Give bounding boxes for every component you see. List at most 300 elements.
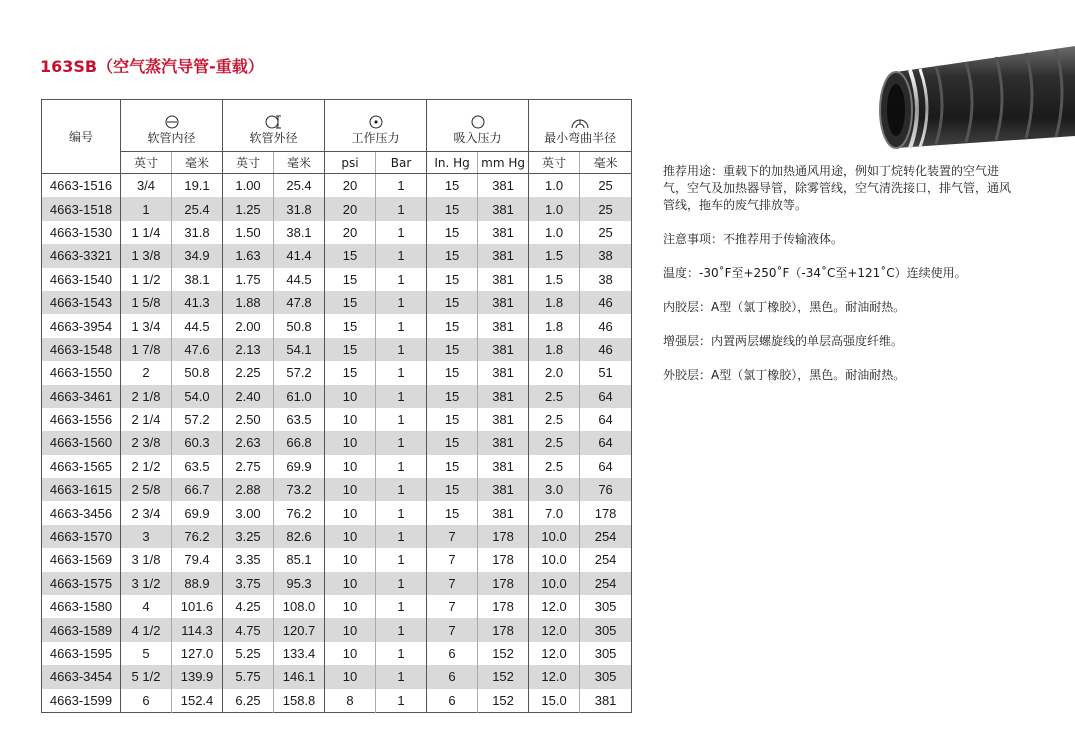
table-cell: 15 — [427, 197, 478, 220]
table-cell: 25 — [580, 197, 632, 220]
table-cell: 101.6 — [172, 595, 223, 618]
table-cell: 50.8 — [274, 314, 325, 337]
table-cell: 41.3 — [172, 291, 223, 314]
unit-header: 英寸 — [223, 152, 274, 174]
table-cell: 15 — [427, 221, 478, 244]
table-cell: 2.5 — [529, 431, 580, 454]
table-cell: 1.00 — [223, 174, 274, 198]
table-cell: 1 — [376, 501, 427, 524]
table-cell: 3.75 — [223, 572, 274, 595]
table-cell: 69.9 — [172, 501, 223, 524]
table-cell: 2 1/2 — [121, 455, 172, 478]
table-cell: 4 — [121, 595, 172, 618]
table-cell: 6 — [121, 689, 172, 713]
unit-header: 毫米 — [274, 152, 325, 174]
inner-layer-text: 内胶层：A型（氯丁橡胶），黑色。耐油耐热。 — [663, 300, 906, 314]
outer-diameter-icon — [223, 113, 324, 130]
table-cell: 10 — [325, 618, 376, 641]
table-cell: 1 — [376, 314, 427, 337]
table-cell: 10 — [325, 642, 376, 665]
table-cell: 51 — [580, 361, 632, 384]
table-row — [42, 361, 632, 384]
table-cell: 381 — [478, 478, 529, 501]
table-cell: 15 — [427, 268, 478, 291]
table-cell: 305 — [580, 642, 632, 665]
table-cell: 54.1 — [274, 338, 325, 361]
table-cell: 25 — [580, 174, 632, 198]
table-cell: 1.8 — [529, 291, 580, 314]
table-cell: 50.8 — [172, 361, 223, 384]
table-cell: 69.9 — [274, 455, 325, 478]
table-cell: 41.4 — [274, 244, 325, 267]
table-cell: 10 — [325, 385, 376, 408]
working-pressure-label: 工作压力 — [351, 131, 400, 145]
table-row — [42, 595, 632, 618]
outer-diameter-label: 软管外径 — [249, 131, 298, 145]
table-cell: 2 1/4 — [121, 408, 172, 431]
outer-diameter-header — [223, 100, 325, 152]
unit-header: mm Hg — [478, 152, 529, 174]
table-cell: 2.00 — [223, 314, 274, 337]
unit-header: 英寸 — [121, 152, 172, 174]
unit-header: Bar — [376, 152, 427, 174]
table-cell: 1 1/2 — [121, 268, 172, 291]
table-cell: 305 — [580, 595, 632, 618]
unit-header: psi — [325, 152, 376, 174]
table-cell: 10.0 — [529, 572, 580, 595]
table-cell: 10 — [325, 455, 376, 478]
table-cell: 8 — [325, 689, 376, 713]
table-cell: 64 — [580, 385, 632, 408]
table-cell: 46 — [580, 314, 632, 337]
table-cell: 1 — [376, 268, 427, 291]
table-cell: 381 — [478, 174, 529, 198]
part-number-cell: 4663-1615 — [42, 478, 121, 501]
table-cell: 1.0 — [529, 197, 580, 220]
table-cell: 15 — [427, 385, 478, 408]
table-row — [42, 689, 632, 713]
table-cell: 2 — [121, 361, 172, 384]
table-cell: 31.8 — [274, 197, 325, 220]
table-cell: 381 — [478, 314, 529, 337]
table-cell: 1 — [121, 197, 172, 220]
table-cell: 3 — [121, 525, 172, 548]
part-number-cell: 4663-1599 — [42, 689, 121, 713]
table-cell: 15 — [325, 244, 376, 267]
table-cell: 10 — [325, 595, 376, 618]
unit-header: 英寸 — [529, 152, 580, 174]
part-number-cell: 4663-1570 — [42, 525, 121, 548]
table-row — [42, 268, 632, 291]
table-cell: 1 — [376, 431, 427, 454]
table-cell: 133.4 — [274, 642, 325, 665]
part-number-cell: 4663-1589 — [42, 618, 121, 641]
table-cell: 5.75 — [223, 665, 274, 688]
table-cell: 305 — [580, 618, 632, 641]
table-row — [42, 385, 632, 408]
table-cell: 3/4 — [121, 174, 172, 198]
table-cell: 152 — [478, 665, 529, 688]
temperature-text: 温度：-30˚F至+250˚F（-34˚C至+121˚C）连续使用。 — [663, 266, 967, 280]
table-cell: 381 — [478, 268, 529, 291]
table-cell: 3.25 — [223, 525, 274, 548]
table-cell: 5.25 — [223, 642, 274, 665]
table-cell: 2.75 — [223, 455, 274, 478]
table-cell: 381 — [478, 431, 529, 454]
table-cell: 1 — [376, 665, 427, 688]
table-cell: 1 — [376, 689, 427, 713]
table-cell: 76.2 — [274, 501, 325, 524]
table-cell: 1 — [376, 361, 427, 384]
table-cell: 1.0 — [529, 174, 580, 198]
table-cell: 254 — [580, 572, 632, 595]
table-cell: 178 — [478, 548, 529, 571]
table-cell: 152.4 — [172, 689, 223, 713]
table-cell: 3 1/8 — [121, 548, 172, 571]
table-cell: 1.5 — [529, 268, 580, 291]
page-title: 163SB（空气蒸汽导管-重载） — [40, 57, 264, 76]
table-cell: 38.1 — [172, 268, 223, 291]
table-cell: 1 — [376, 548, 427, 571]
table-cell: 12.0 — [529, 665, 580, 688]
table-row — [42, 291, 632, 314]
table-cell: 61.0 — [274, 385, 325, 408]
table-cell: 381 — [478, 221, 529, 244]
table-cell: 44.5 — [274, 268, 325, 291]
table-cell: 6.25 — [223, 689, 274, 713]
table-cell: 146.1 — [274, 665, 325, 688]
table-cell: 5 — [121, 642, 172, 665]
usage-line: 推荐用途：重载下的加热通风用途，例如丁烷转化装置的空气进 — [663, 164, 1000, 178]
table-cell: 1 — [376, 221, 427, 244]
table-cell: 1 — [376, 618, 427, 641]
part-number-cell: 4663-3456 — [42, 501, 121, 524]
table-cell: 4 1/2 — [121, 618, 172, 641]
table-cell: 2.5 — [529, 385, 580, 408]
table-cell: 2 3/8 — [121, 431, 172, 454]
part-number-cell: 4663-3461 — [42, 385, 121, 408]
table-row — [42, 478, 632, 501]
table-cell: 54.0 — [172, 385, 223, 408]
table-cell: 2.5 — [529, 408, 580, 431]
table-row — [42, 174, 632, 198]
table-cell: 7 — [427, 595, 478, 618]
table-cell: 3 1/2 — [121, 572, 172, 595]
bend-radius-label: 最小弯曲半径 — [544, 131, 617, 145]
table-cell: 381 — [478, 361, 529, 384]
table-cell: 152 — [478, 689, 529, 713]
table-cell: 2 3/4 — [121, 501, 172, 524]
table-row — [42, 642, 632, 665]
part-number-cell: 4663-1580 — [42, 595, 121, 618]
table-cell: 63.5 — [274, 408, 325, 431]
suction-pressure-icon — [427, 113, 528, 130]
part-number-cell: 4663-1540 — [42, 268, 121, 291]
part-number-cell: 4663-1518 — [42, 197, 121, 220]
table-cell: 25.4 — [274, 174, 325, 198]
reinforcement-text: 增强层：内置两层螺旋线的单层高强度纤维。 — [663, 334, 904, 348]
part-number-cell: 4663-1595 — [42, 642, 121, 665]
spec-table — [41, 99, 632, 713]
table-cell: 178 — [580, 501, 632, 524]
table-cell: 15 — [427, 244, 478, 267]
table-cell: 95.3 — [274, 572, 325, 595]
table-cell: 381 — [478, 291, 529, 314]
table-cell: 34.9 — [172, 244, 223, 267]
part-number-cell: 4663-3454 — [42, 665, 121, 688]
table-cell: 15 — [427, 455, 478, 478]
table-cell: 15 — [325, 361, 376, 384]
bend-radius-icon — [529, 113, 631, 130]
table-cell: 10 — [325, 501, 376, 524]
table-cell: 25.4 — [172, 197, 223, 220]
table-cell: 47.6 — [172, 338, 223, 361]
table-cell: 57.2 — [274, 361, 325, 384]
description-panel — [663, 163, 1075, 384]
table-cell: 12.0 — [529, 595, 580, 618]
table-cell: 12.0 — [529, 618, 580, 641]
table-cell: 20 — [325, 221, 376, 244]
table-cell: 44.5 — [172, 314, 223, 337]
table-cell: 10 — [325, 572, 376, 595]
table-cell: 178 — [478, 618, 529, 641]
table-cell: 85.1 — [274, 548, 325, 571]
table-cell: 1 — [376, 525, 427, 548]
table-row — [42, 572, 632, 595]
table-cell: 10 — [325, 525, 376, 548]
table-row — [42, 244, 632, 267]
table-cell: 15 — [325, 338, 376, 361]
table-cell: 60.3 — [172, 431, 223, 454]
table-cell: 20 — [325, 197, 376, 220]
table-cell: 66.7 — [172, 478, 223, 501]
table-cell: 15 — [427, 478, 478, 501]
table-cell: 3.0 — [529, 478, 580, 501]
table-cell: 64 — [580, 455, 632, 478]
table-cell: 2.50 — [223, 408, 274, 431]
table-row — [42, 314, 632, 337]
table-cell: 6 — [427, 642, 478, 665]
table-cell: 38.1 — [274, 221, 325, 244]
table-cell: 3.35 — [223, 548, 274, 571]
table-cell: 12.0 — [529, 642, 580, 665]
table-cell: 1 — [376, 291, 427, 314]
part-number-cell: 4663-1530 — [42, 221, 121, 244]
suction-pressure-label: 吸入压力 — [453, 131, 502, 145]
table-cell: 2.25 — [223, 361, 274, 384]
part-number-cell: 4663-3954 — [42, 314, 121, 337]
table-cell: 10 — [325, 478, 376, 501]
table-cell: 381 — [478, 385, 529, 408]
table-row — [42, 338, 632, 361]
table-cell: 64 — [580, 431, 632, 454]
table-cell: 10 — [325, 548, 376, 571]
table-cell: 1.25 — [223, 197, 274, 220]
table-row — [42, 431, 632, 454]
table-cell: 127.0 — [172, 642, 223, 665]
table-cell: 73.2 — [274, 478, 325, 501]
table-cell: 4.25 — [223, 595, 274, 618]
table-cell: 1 7/8 — [121, 338, 172, 361]
table-cell: 1 5/8 — [121, 291, 172, 314]
table-cell: 6 — [427, 689, 478, 713]
table-row — [42, 221, 632, 244]
table-cell: 7 — [427, 572, 478, 595]
table-cell: 1 1/4 — [121, 221, 172, 244]
table-cell: 178 — [478, 525, 529, 548]
table-cell: 15 — [325, 314, 376, 337]
table-cell: 64 — [580, 408, 632, 431]
table-cell: 20 — [325, 174, 376, 198]
table-cell: 10 — [325, 431, 376, 454]
working-pressure-icon — [325, 113, 426, 130]
part-number-cell: 4663-1560 — [42, 431, 121, 454]
part-number-cell: 4663-1550 — [42, 361, 121, 384]
table-cell: 6 — [427, 665, 478, 688]
table-cell: 1.8 — [529, 314, 580, 337]
table-cell: 5 1/2 — [121, 665, 172, 688]
table-cell: 381 — [478, 197, 529, 220]
usage-line: 管线，拖车的废气排放等。 — [663, 198, 808, 212]
table-cell: 381 — [478, 338, 529, 361]
table-cell: 7 — [427, 525, 478, 548]
table-cell: 7.0 — [529, 501, 580, 524]
part-number-cell: 4663-1543 — [42, 291, 121, 314]
usage-line: 气，空气及加热器导管，除雾管线，空气清洗接口，排气管，通风 — [663, 181, 1012, 195]
table-cell: 15 — [427, 291, 478, 314]
table-cell: 1 — [376, 338, 427, 361]
table-cell: 1 — [376, 642, 427, 665]
table-cell: 108.0 — [274, 595, 325, 618]
table-cell: 1.63 — [223, 244, 274, 267]
table-cell: 1.50 — [223, 221, 274, 244]
table-cell: 15 — [427, 174, 478, 198]
table-cell: 120.7 — [274, 618, 325, 641]
table-cell: 254 — [580, 525, 632, 548]
part-number-cell: 4663-3321 — [42, 244, 121, 267]
table-cell: 2.63 — [223, 431, 274, 454]
table-cell: 7 — [427, 618, 478, 641]
table-cell: 381 — [478, 455, 529, 478]
table-cell: 178 — [478, 572, 529, 595]
table-cell: 10 — [325, 665, 376, 688]
table-cell: 1 — [376, 385, 427, 408]
table-cell: 114.3 — [172, 618, 223, 641]
table-cell: 10.0 — [529, 548, 580, 571]
table-cell: 381 — [478, 501, 529, 524]
table-cell: 10.0 — [529, 525, 580, 548]
unit-header: 毫米 — [580, 152, 632, 174]
table-row — [42, 501, 632, 524]
part-number-cell: 4663-1575 — [42, 572, 121, 595]
table-cell: 15 — [427, 314, 478, 337]
table-cell: 88.9 — [172, 572, 223, 595]
table-cell: 15 — [427, 501, 478, 524]
caution-text: 注意事项：不推荐用于传输液体。 — [663, 232, 844, 246]
bend-radius-header — [529, 100, 632, 152]
working-pressure-header — [325, 100, 427, 152]
part-number-cell: 4663-1556 — [42, 408, 121, 431]
unit-header: 毫米 — [172, 152, 223, 174]
table-row — [42, 408, 632, 431]
unit-header: In. Hg — [427, 152, 478, 174]
inner-diameter-label: 软管内径 — [147, 131, 196, 145]
table-cell: 38 — [580, 244, 632, 267]
table-cell: 158.8 — [274, 689, 325, 713]
table-cell: 1 — [376, 244, 427, 267]
table-cell: 76.2 — [172, 525, 223, 548]
inner-diameter-icon — [121, 113, 222, 130]
table-cell: 76 — [580, 478, 632, 501]
table-row — [42, 455, 632, 478]
table-cell: 7 — [427, 548, 478, 571]
table-cell: 2.13 — [223, 338, 274, 361]
table-cell: 254 — [580, 548, 632, 571]
table-cell: 15 — [427, 338, 478, 361]
table-cell: 1 — [376, 595, 427, 618]
table-cell: 57.2 — [172, 408, 223, 431]
table-cell: 139.9 — [172, 665, 223, 688]
table-cell: 82.6 — [274, 525, 325, 548]
table-cell: 305 — [580, 665, 632, 688]
table-cell: 2.5 — [529, 455, 580, 478]
table-cell: 1.0 — [529, 221, 580, 244]
table-cell: 1.88 — [223, 291, 274, 314]
table-cell: 1.8 — [529, 338, 580, 361]
table-cell: 1 — [376, 455, 427, 478]
code-header: 编号 — [42, 100, 121, 174]
table-cell: 1 — [376, 174, 427, 198]
table-cell: 3.00 — [223, 501, 274, 524]
suction-pressure-header — [427, 100, 529, 152]
table-cell: 381 — [580, 689, 632, 713]
hose-product-photo — [866, 40, 1075, 155]
table-cell: 2.0 — [529, 361, 580, 384]
table-cell: 1 3/4 — [121, 314, 172, 337]
table-cell: 38 — [580, 268, 632, 291]
table-cell: 47.8 — [274, 291, 325, 314]
table-cell: 1 — [376, 572, 427, 595]
part-number-cell: 4663-1548 — [42, 338, 121, 361]
part-number-cell: 4663-1569 — [42, 548, 121, 571]
table-cell: 2.40 — [223, 385, 274, 408]
table-cell: 63.5 — [172, 455, 223, 478]
table-cell: 2 5/8 — [121, 478, 172, 501]
table-cell: 381 — [478, 408, 529, 431]
table-cell: 178 — [478, 595, 529, 618]
table-cell: 1 — [376, 478, 427, 501]
table-cell: 1 — [376, 408, 427, 431]
table-cell: 4.75 — [223, 618, 274, 641]
table-cell: 15 — [427, 431, 478, 454]
table-cell: 25 — [580, 221, 632, 244]
table-row — [42, 197, 632, 220]
table-cell: 10 — [325, 408, 376, 431]
table-cell: 15 — [325, 268, 376, 291]
table-cell: 46 — [580, 338, 632, 361]
table-cell: 31.8 — [172, 221, 223, 244]
table-cell: 1.5 — [529, 244, 580, 267]
table-cell: 1 3/8 — [121, 244, 172, 267]
table-cell: 381 — [478, 244, 529, 267]
part-number-cell: 4663-1516 — [42, 174, 121, 198]
table-cell: 46 — [580, 291, 632, 314]
table-cell: 152 — [478, 642, 529, 665]
table-cell: 79.4 — [172, 548, 223, 571]
table-cell: 1.75 — [223, 268, 274, 291]
table-cell: 1 — [376, 197, 427, 220]
table-row — [42, 525, 632, 548]
